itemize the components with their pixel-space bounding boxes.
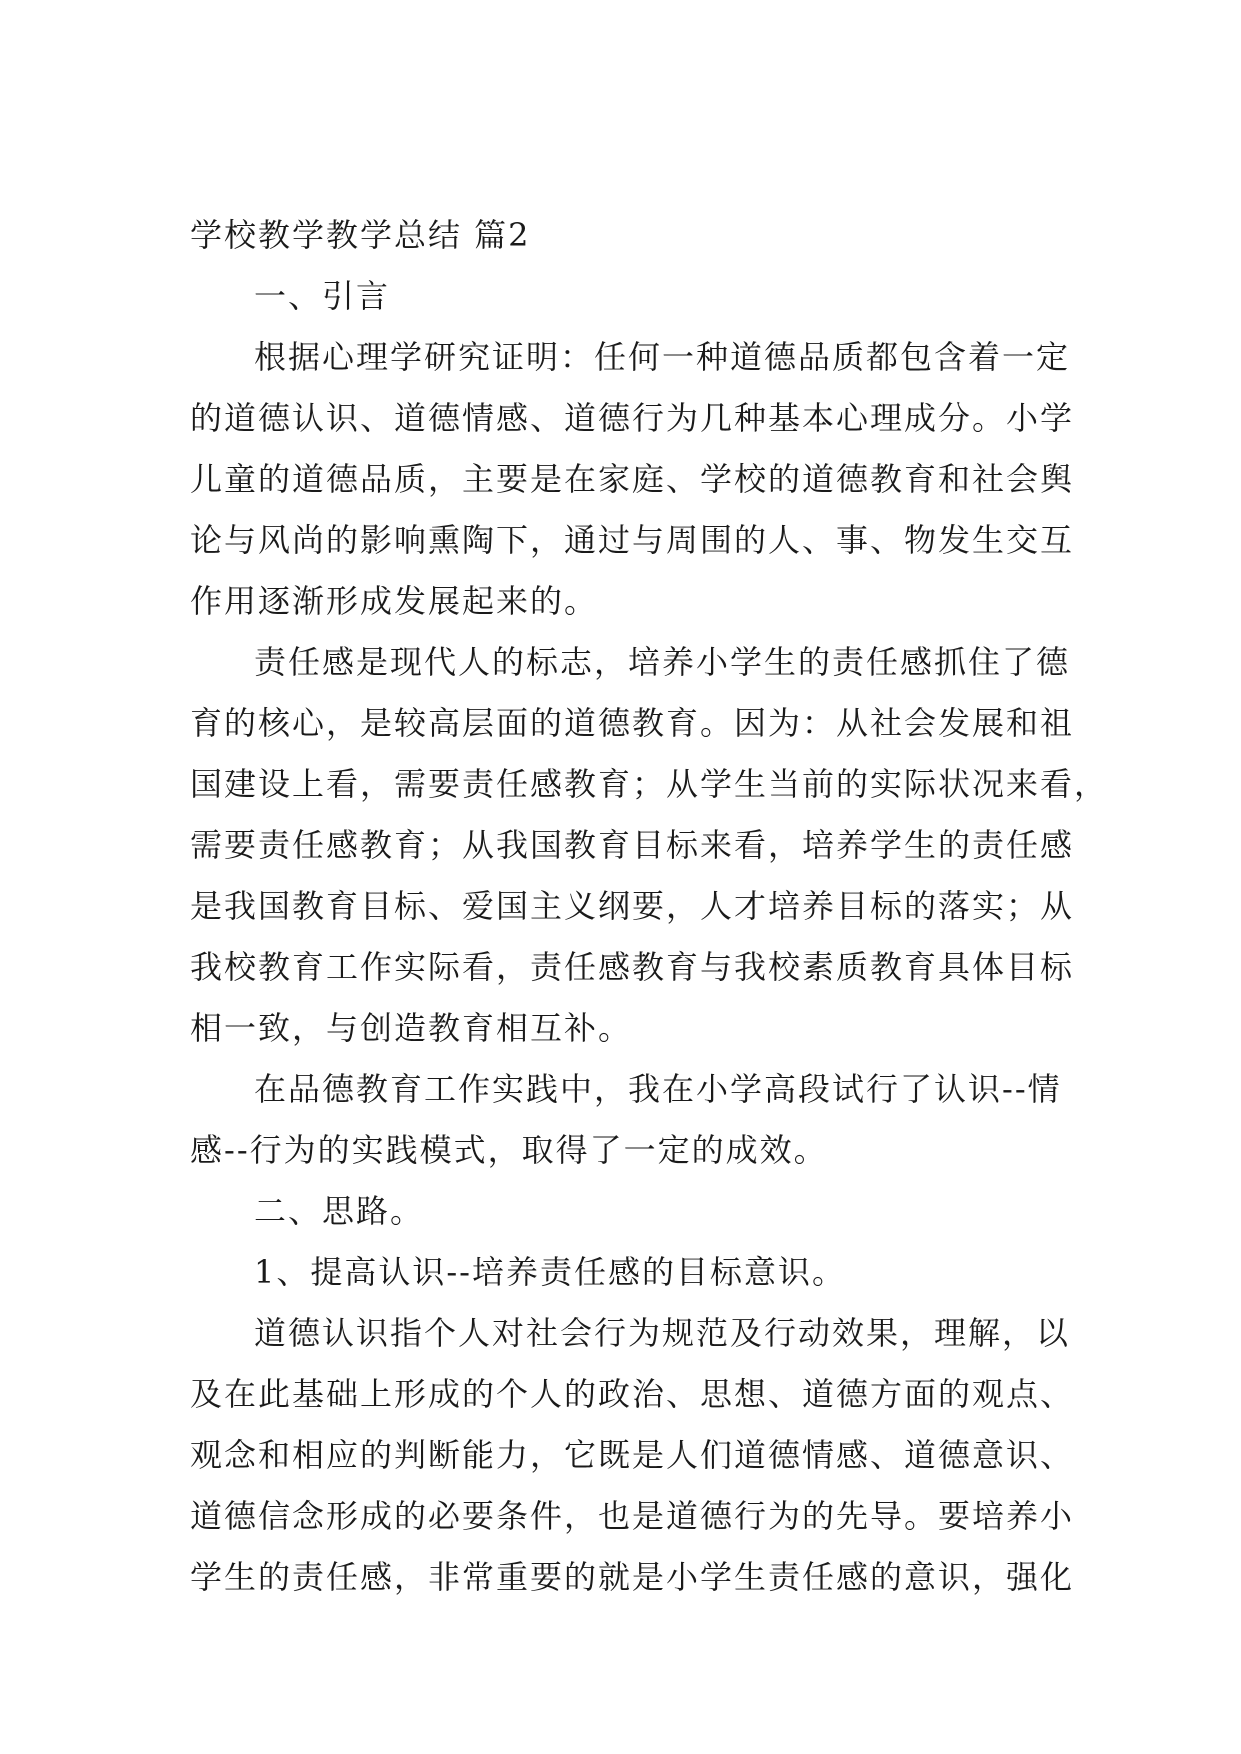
paragraph-line: 感--行为的实践模式，取得了一定的成效。 bbox=[190, 1131, 828, 1169]
paragraph-line: 育的核心，是较高层面的道德教育。因为：从社会发展和祖 bbox=[190, 704, 1075, 742]
paragraph-line: 是我国教育目标、爱国主义纲要，人才培养目标的落实；从 bbox=[190, 887, 1075, 925]
paragraph-line: 的道德认识、道德情感、道德行为几种基本心理成分。小学 bbox=[190, 399, 1075, 437]
section-heading-approach: 二、思路。 bbox=[254, 1192, 425, 1230]
paragraph-line: 论与风尚的影响熏陶下，通过与周围的人、事、物发生交互 bbox=[190, 521, 1075, 559]
document-title: 学校教学教学总结 篇2 bbox=[190, 216, 531, 254]
paragraph-line: 儿童的道德品质，主要是在家庭、学校的道德教育和社会舆 bbox=[190, 460, 1075, 498]
subsection-heading: 1、提高认识--培养责任感的目标意识。 bbox=[254, 1253, 846, 1291]
paragraph-line: 道德认识指个人对社会行为规范及行动效果，理解，以 bbox=[254, 1314, 1071, 1352]
paragraph-line: 国建设上看，需要责任感教育；从学生当前的实际状况来看， bbox=[190, 765, 1109, 803]
paragraph-line: 责任感是现代人的标志，培养小学生的责任感抓住了德 bbox=[254, 643, 1071, 681]
paragraph-line: 学生的责任感，非常重要的就是小学生责任感的意识，强化 bbox=[190, 1558, 1075, 1596]
section-heading-introduction: 一、引言 bbox=[254, 277, 391, 315]
paragraph-line: 道德信念形成的必要条件，也是道德行为的先导。要培养小 bbox=[190, 1497, 1075, 1535]
paragraph-line: 相一致，与创造教育相互补。 bbox=[190, 1009, 633, 1047]
paragraph-line: 我校教育工作实际看，责任感教育与我校素质教育具体目标 bbox=[190, 948, 1075, 986]
document-body bbox=[190, 205, 1109, 1608]
paragraph-line: 在品德教育工作实践中，我在小学高段试行了认识--情 bbox=[254, 1070, 1062, 1108]
paragraph-line: 及在此基础上形成的个人的政治、思想、道德方面的观点、 bbox=[190, 1375, 1075, 1413]
paragraph-line: 观念和相应的判断能力，它既是人们道德情感、道德意识、 bbox=[190, 1436, 1075, 1474]
paragraph-line: 根据心理学研究证明：任何一种道德品质都包含着一定 bbox=[254, 338, 1071, 376]
paragraph-line: 需要责任感教育；从我国教育目标来看，培养学生的责任感 bbox=[190, 826, 1075, 864]
paragraph-line: 作用逐渐形成发展起来的。 bbox=[190, 582, 599, 620]
